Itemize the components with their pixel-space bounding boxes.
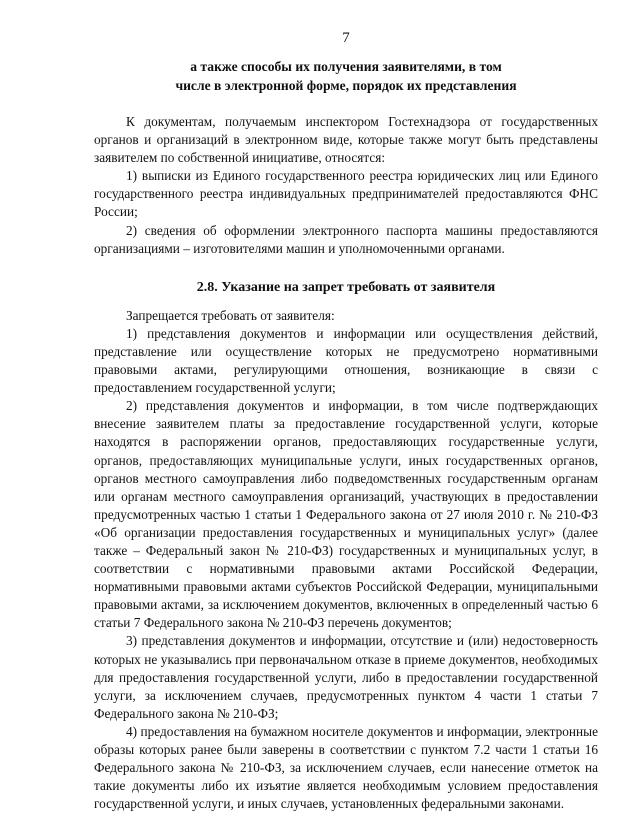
- paragraph-documents-intro: К документам, получаемым инспектором Гостехнадзора от государственных органов и организаций в электронном виде, которые также могут быть представлены заявителем по собственной инициативе, относятся:: [94, 114, 598, 166]
- heading-line-1: а также способы их получения заявителями, в том: [190, 59, 502, 74]
- section-heading-prohibition: 2.8. Указание на запрет требовать от заявителя: [196, 279, 496, 295]
- page-number: 7: [342, 30, 350, 46]
- paragraph-prohibition-1: 1) представления документов и информации или осуществления действий, представление или осуществление которых не предусмотрено нормативными правовыми актами, регулирующими отношения, возникающие в связи с предоставлением государственной услуги;: [94, 325, 598, 396]
- heading-line-2: числе в электронной форме, порядок их представления: [175, 78, 517, 93]
- paragraph-item-1: 1) выписки из Единого государственного реестра юридических лиц или Единого государственного реестра индивидуальных предпринимателей предоставляются ФНС России;: [94, 168, 598, 220]
- paragraph-prohibition-3: 3) представления документов и информации, отсутствие и (или) недостоверность которых не указывались при первоначальном отказе в приеме документов, необходимых для предоставления государственной услуги, либо в предоставлении государственной услуги, за исключением случаев, предусмотренных пунктом 4 части 1 статьи 7 Федерального закона № 210-ФЗ;: [94, 633, 598, 721]
- paragraph-prohibition-2: 2) представления документов и информации, в том числе подтверждающих внесение заявителем платы за предоставление государственной услуги, которые находятся в распоряжении органов, предоставляющих государственные услуги, органов, предоставляющих муниципальные услуги, иных государственных органов, органов местного самоуправления либо подведомственных государственным органам или органам местного самоуправления организаций, участвующих в предоставлении предусмотренных частью 1 статьи 1 Федерального закона от 27 июля 2010 г. № 210-ФЗ «Об организации предоставления государственных и муниципальных услуг» (далее также – Федеральный закон № 210-ФЗ) государственных и муниципальных услуг, в соответствии с нормативными правовыми актами Российской Федерации, нормативными правовыми актами субъектов Российской Федерации, муниципальными правовыми актами, за исключением документов, включенных в определенный частью 6 статьи 7 Федерального закона № 210-ФЗ перечень документов;: [94, 398, 598, 631]
- paragraph-prohibition-4: 4) предоставления на бумажном носителе документов и информации, электронные образы которых ранее были заверены в соответствии с пунктом 7.2 части 1 статьи 16 Федерального закона № 210-ФЗ, за исключением случаев, если нанесение отметок на такие документы либо их изъятие является необходимым условием предоставления государственной услуги, и иных случаев, установленных федеральными законами.: [94, 723, 598, 812]
- paragraph-prohibition-intro: Запрещается требовать от заявителя:: [126, 307, 335, 323]
- section-heading-documents: [94, 57, 598, 95]
- paragraph-item-2: 2) сведения об оформлении электронного паспорта машины предоставляются организациями – изготовителями машин и уполномоченными органами.: [94, 222, 598, 256]
